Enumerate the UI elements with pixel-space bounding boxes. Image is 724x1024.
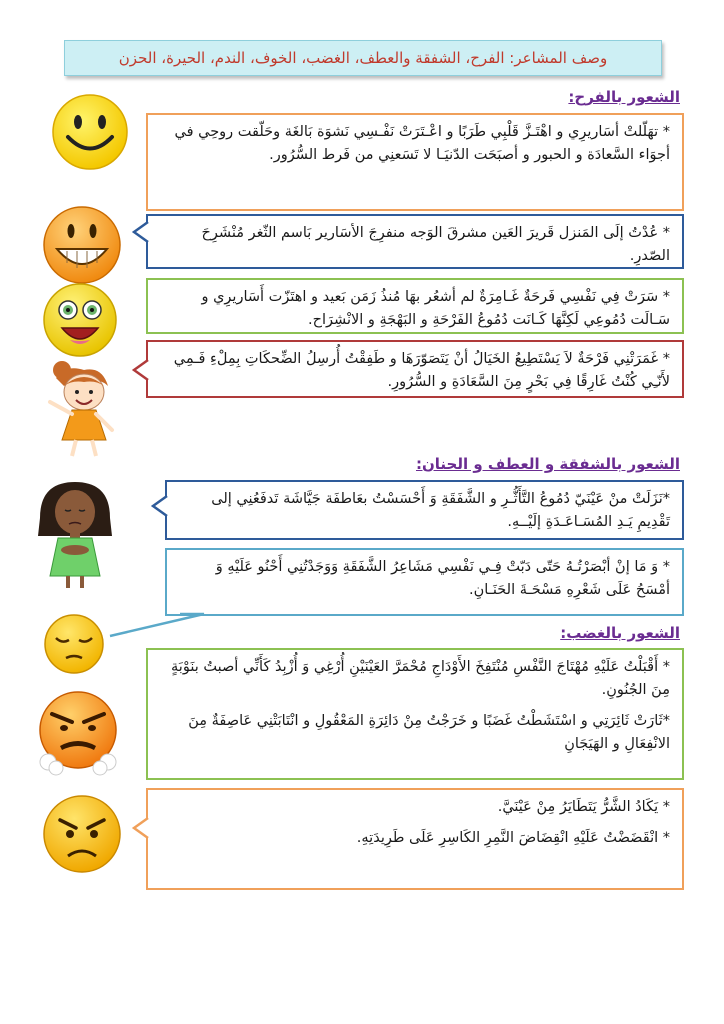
joy-box-2: [146, 214, 684, 269]
sad-girl-icon: [30, 478, 120, 590]
pity-box-2-pointer: [100, 612, 205, 640]
anger-text-4: * انْقَضَضْتُ عَلَيْهِ انْقِضَاضَ النَّمِرِ الكَاسِرِ عَلَى طَرِيدَتِهِ.: [356, 830, 670, 846]
joy-box-2-pointer: [133, 222, 149, 242]
anger-text-1: * أَقْبَلْتُ عَلَيْهِ مُهْتَاجَ النَّفْسِ مُنْتَفِخَ الأَوْدَاجِ مُحْمَرَّ العَيْنَيْنِ أُرْغِي وَ أُزْبِدُ كَأَنِّي أصبتُ بنَوْبَةٍ مِنَ الجُنُونِ.: [171, 659, 670, 698]
smiley-face-icon: [50, 92, 130, 172]
happy-girl-icon: [40, 356, 130, 460]
anger-box-1: [146, 648, 684, 780]
grinning-face-icon: [40, 203, 124, 287]
joy-box-4: [146, 340, 684, 398]
anger-box-2: [146, 788, 684, 890]
anger-text-2: *ثَارَتْ ثَائِرَتِي و اسْتَشَطْتُ غَضَبًا و خَرَجْتُ مِنْ دَائِرَةِ المَعْقُولِ و انْتَابَتْنِي عَاصِفَةٌ مِنَ الانْفِعَالِ و الهَيَجَانِ: [188, 713, 670, 752]
anger-text-3: * يَكَادُ الشَّرُّ يَتَطَايَرُ مِنْ عَيْنَيَّ.: [497, 799, 670, 815]
laughing-tears-face-icon: [40, 280, 120, 360]
pity-box-2: [165, 548, 684, 616]
anger-box-2-pointer: [133, 818, 149, 838]
joy-text-1: * تهَلّلتْ أسَاريرِي و اهْتَـزَّ قَلْبِي طَرَبًا و اعْـتَرَتْ نَفْـسِي نَشوَة بَالغَة وحَلّقت روحِي في أجوَاء السَّعادَة و الحبور و أصبَحَت الدّنيَـا لا تَسَعنِي من فَرط السُّرُور.: [174, 124, 670, 163]
page-title: وصف المشاعر: الفرح، الشفقة والعطف، الغضب، الخوف، الندم، الحيرة، الحزن: [64, 40, 662, 76]
joy-text-3: * سَرَتْ فِي نَفْسِي فَرحَةٌ غَـامِرَةٌ لم أشعُر بهَا مُنذُ زَمَن بَعيد و اهتَزّت أَسَاريرِي و سَـالَت دُمُوعِي لَكِنَّهَا كَـانَت دُمُوعُ الفَرْحَةِ و البَهْجَةِ و الانْشِرَاح.: [201, 289, 670, 328]
pity-text-2: * وَ مَا إنْ أبْصَرْتُـهُ حَتّى دَبّتْ فِـي نَفْسِي مَشَاعِرُ الشَّفَقَةِ وَوَجَدْتُنِي أَحْنُو عَلَيْهِ وَ أمْسَحُ عَلَى شَعْرِهِ مَسْحَـةَ الحَنَـانِ.: [215, 559, 670, 598]
joy-box-4-pointer: [133, 360, 149, 380]
pity-text-1: *نَزَلَتْ منْ عَيْنَيّ دُمُوعُ التَّأَثُّـرِ و الشَّفَقَةِ وَ أَحْسَسْتُ بعَاطفَة جَيَّاشَة تَدفَعُنِي إلى تَقْدِيمِ يَـدِ المُسَـاعَـدَةِ إلَيْــهِ.: [211, 491, 670, 530]
pity-box-1: [165, 480, 684, 540]
joy-box-1: [146, 113, 684, 211]
joy-text-2: * عُدْتُ إلَى المَنزل قَريرَ العَين مشرقَ الوَجه منفرِجَ الأسَارير بَاسم الثّغر مُنْشَرِحَ الصّدرِ.: [201, 225, 670, 264]
frowning-angry-face-icon: [40, 792, 124, 876]
pensive-face-icon: [42, 612, 106, 676]
pity-heading: الشعور بالشفقة و العطف و الحنان:: [415, 455, 680, 473]
joy-heading: الشعور بالفرح:: [568, 88, 680, 106]
anger-heading: الشعور بالغضب:: [560, 624, 680, 642]
pity-box-1-pointer: [152, 496, 168, 516]
joy-text-4: * غَمَرَتْنِي فَرْحَةٌ لاَ يَسْتَطِيعُ الخَيَالُ أنْ يَتَصَوّرَهَا و طَفِقْتُ أُرسِلُ الضِّحكَاتِ بِمِلْءِ فَـمِي لأَنّـِي كُنْتُ غَارِقًا فِي بَحْرٍ مِنَ السَّعَادَةِ و السُّرُورِ.: [173, 351, 670, 390]
angry-steam-face-icon: [34, 688, 122, 776]
joy-box-3: [146, 278, 684, 334]
